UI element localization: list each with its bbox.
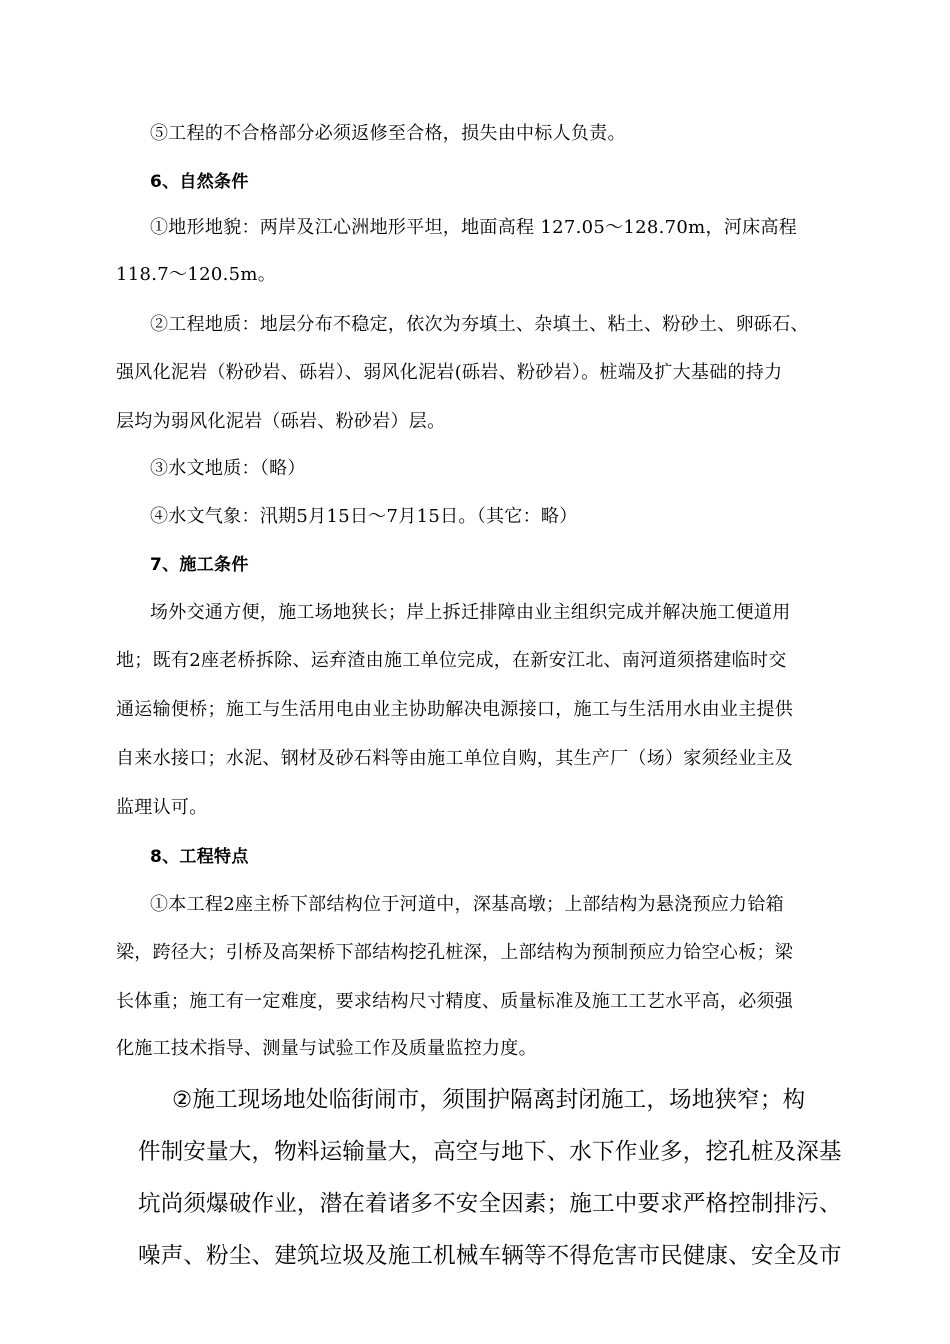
- paragraph-line: ⑤工程的不合格部分必须返修至合格，损失由中标人负责。: [150, 123, 626, 144]
- paragraph-line: 场外交通方便，施工场地狭长；岸上拆迁排障由业主组织完成并解决施工便道用: [150, 602, 791, 623]
- paragraph-line: 通运输便桥；施工与生活用电由业主协助解决电源接口，施工与生活用水由业主提供: [116, 699, 794, 720]
- section-heading: 8、工程特点: [150, 847, 249, 867]
- paragraph-line: 地；既有2座老桥拆除、运弃渣由施工单位完成，在新安江北、南河道须搭建临时交: [116, 650, 787, 671]
- paragraph-line: 梁，跨径大；引桥及高架桥下部结构挖孔桩深，上部结构为预制预应力铪空心板；梁: [116, 942, 794, 963]
- section-heading: 7、施工条件: [150, 555, 249, 575]
- paragraph-line: 自来水接口；水泥、钢材及砂石料等由施工单位自购，其生产厂（场）家须经业主及: [116, 748, 794, 769]
- paragraph-line: 化施工技术指导、测量与试验工作及质量监控力度。: [116, 1038, 537, 1059]
- paragraph-line: ①本工程2座主桥下部结构位于河道中，深基高墩；上部结构为悬浇预应力铪箱: [150, 894, 784, 915]
- paragraph-line: ②工程地质：地层分布不稳定，依次为夯填土、杂填土、粘土、粉砂土、卵砾石、: [150, 314, 809, 335]
- paragraph-line-large: 噪声、粉尘、建筑垃圾及施工机械车辆等不得危害市民健康、安全及市: [138, 1243, 842, 1269]
- paragraph-line: ④水文气象：汛期5月15日～7月15日。（其它：略）: [150, 506, 578, 527]
- paragraph-line-large: 坑尚须爆破作业，潜在着诸多不安全因素；施工中要求严格控制排污、: [138, 1191, 842, 1217]
- paragraph-line: ①地形地貌：两岸及江心洲地形平坦，地面高程 127.05～128.70m，河床高程: [150, 217, 798, 238]
- paragraph-line: 层均为弱风化泥岩（砾岩、粉砂岩）层。: [116, 411, 446, 432]
- paragraph-line-large: 件制安量大，物料运输量大，高空与地下、水下作业多，挖孔桩及深基: [138, 1139, 842, 1165]
- paragraph-line-large: ②施工现场地处临街闹市，须围护隔离封闭施工，场地狭窄；构: [172, 1087, 806, 1113]
- section-heading: 6、自然条件: [150, 172, 249, 192]
- paragraph-line: 强风化泥岩（粉砂岩、砾岩）、弱风化泥岩(砾岩、粉砂岩）。桩端及扩大基础的持力: [116, 362, 783, 383]
- paragraph-line: 118.7～120.5m。: [116, 264, 277, 285]
- paragraph-line: 长体重；施工有一定难度，要求结构尺寸精度、质量标准及施工工艺水平高，必须强: [116, 991, 794, 1012]
- paragraph-line: 监理认可。: [116, 797, 208, 818]
- paragraph-line: ③水文地质：（略）: [150, 458, 306, 479]
